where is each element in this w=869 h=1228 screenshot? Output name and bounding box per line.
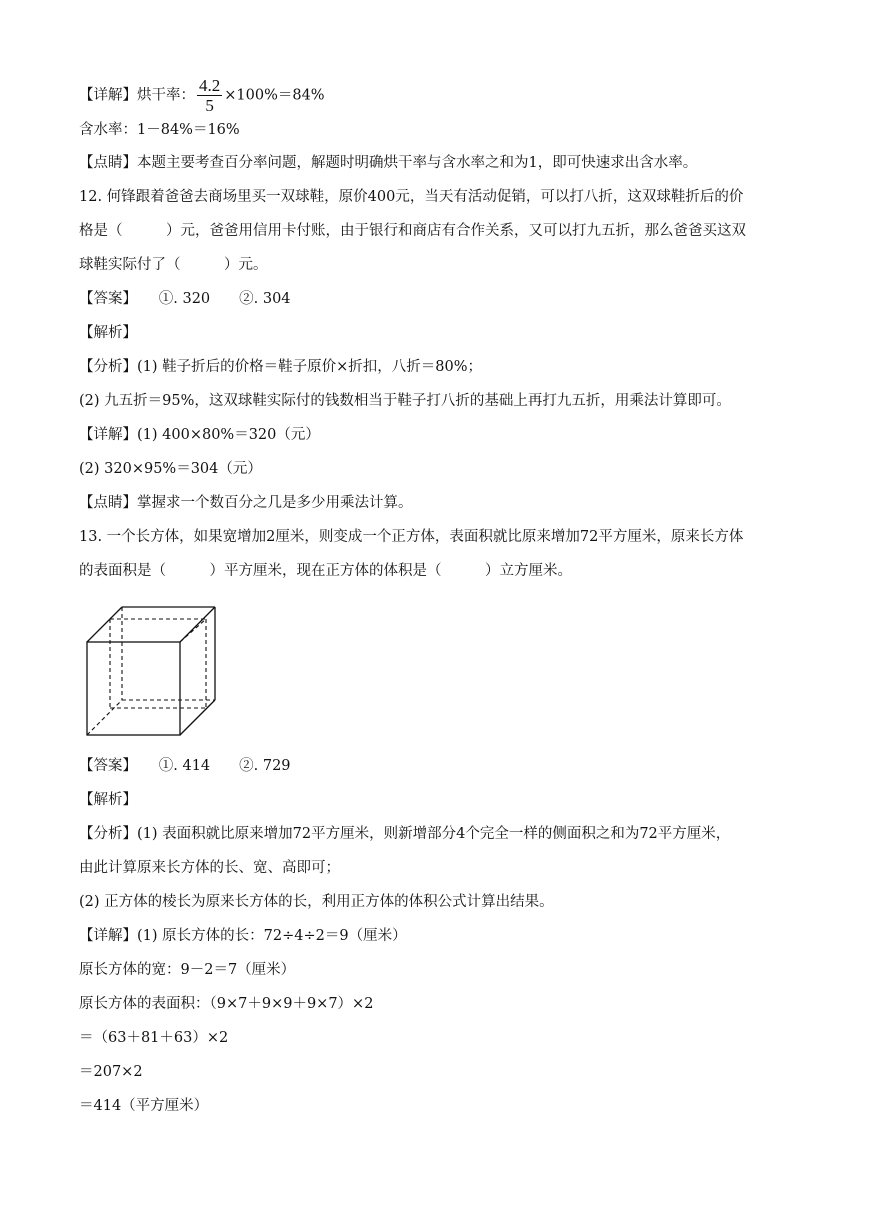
hidden-bottom-left-edge	[87, 700, 122, 735]
q12-analysis-1: 【分析】(1) 鞋子折后的价格＝鞋子原价×折扣，八折＝80%；	[79, 359, 483, 375]
q12-question-line-1: 12. 何锋跟着爸爸去商场里买一双球鞋，原价400元，当天有活动促销，可以打八折，这双球鞋折后的价	[79, 189, 744, 205]
q12-analysis-2: (2) 九五折＝95%，这双球鞋实际付的钱数相当于鞋子打八折的基础上再打九五折，用乘法计算即可。	[79, 393, 731, 409]
q13-detail-5: ＝207×2	[79, 1064, 143, 1080]
q12-analysis-label: 【解析】	[79, 325, 137, 341]
q12-detail-2: (2) 320×95%＝304（元）	[79, 461, 262, 477]
q13-detail-1: 【详解】(1) 原长方体的长：72÷4÷2＝9（厘米）	[79, 928, 407, 944]
cuboid-figure	[84, 603, 224, 739]
q13-analysis-2: (2) 正方体的棱长为原来长方体的长，利用正方体的体积公式计算出结果。	[79, 894, 554, 910]
bottom-right-edge	[180, 700, 215, 735]
q13-analysis-1: 【分析】(1) 表面积就比原来增加72平方厘米，则新增部分4个完全一样的侧面积之和为72平方厘米，	[79, 826, 731, 842]
fraction-numerator: 4.2	[199, 76, 221, 95]
top-left-edge	[87, 607, 122, 642]
q11-detail-line	[79, 76, 325, 115]
q13-answer: 【答案】 ①. 414 ②. 729	[79, 758, 291, 774]
q13-analysis-label: 【解析】	[79, 792, 137, 808]
q13-detail-2: 原长方体的宽：9－2＝7（厘米）	[79, 962, 296, 978]
q11-water-rate: 含水率：1－84%＝16%	[79, 122, 240, 138]
q13-detail-4: ＝（63＋81＋63）×2	[79, 1030, 229, 1046]
q13-analysis-1b: 由此计算原来长方体的长、宽、高即可；	[79, 860, 340, 876]
q12-comment: 【点睛】掌握求一个数百分之几是多少用乘法计算。	[79, 495, 413, 511]
fraction-denominator: 5	[205, 96, 214, 115]
q12-answer: 【答案】 ①. 320 ②. 304	[79, 291, 291, 307]
q13-detail-3: 原长方体的表面积：（9×7＋9×9＋9×7）×2	[79, 996, 374, 1012]
q13-question-line-1: 13. 一个长方体，如果宽增加2厘米，则变成一个正方体，表面积就比原来增加72平方厘米，原来长方体	[79, 529, 744, 545]
fraction	[197, 76, 222, 115]
q12-detail-1: 【详解】(1) 400×80%＝320（元）	[79, 427, 320, 443]
q12-question-line-2: 格是（ ）元，爸爸用信用卡付账，由于银行和商店有合作关系，又可以打九五折，那么爸爸买这双	[79, 223, 746, 239]
q12-question-line-3: 球鞋实际付了（ ）元。	[79, 257, 268, 273]
q11-detail-prefix: 【详解】烘干率：	[79, 87, 195, 104]
q11-detail-suffix: ×100%＝84%	[224, 87, 325, 104]
q11-comment: 【点睛】本题主要考查百分率问题，解题时明确烘干率与含水率之和为1，即可快速求出含水率。	[79, 155, 698, 171]
front-face	[87, 642, 180, 735]
q13-detail-6: ＝414（平方厘米）	[79, 1098, 209, 1114]
q13-question-line-2: 的表面积是（ ）平方厘米，现在正方体的体积是（ ）立方厘米。	[79, 563, 572, 579]
